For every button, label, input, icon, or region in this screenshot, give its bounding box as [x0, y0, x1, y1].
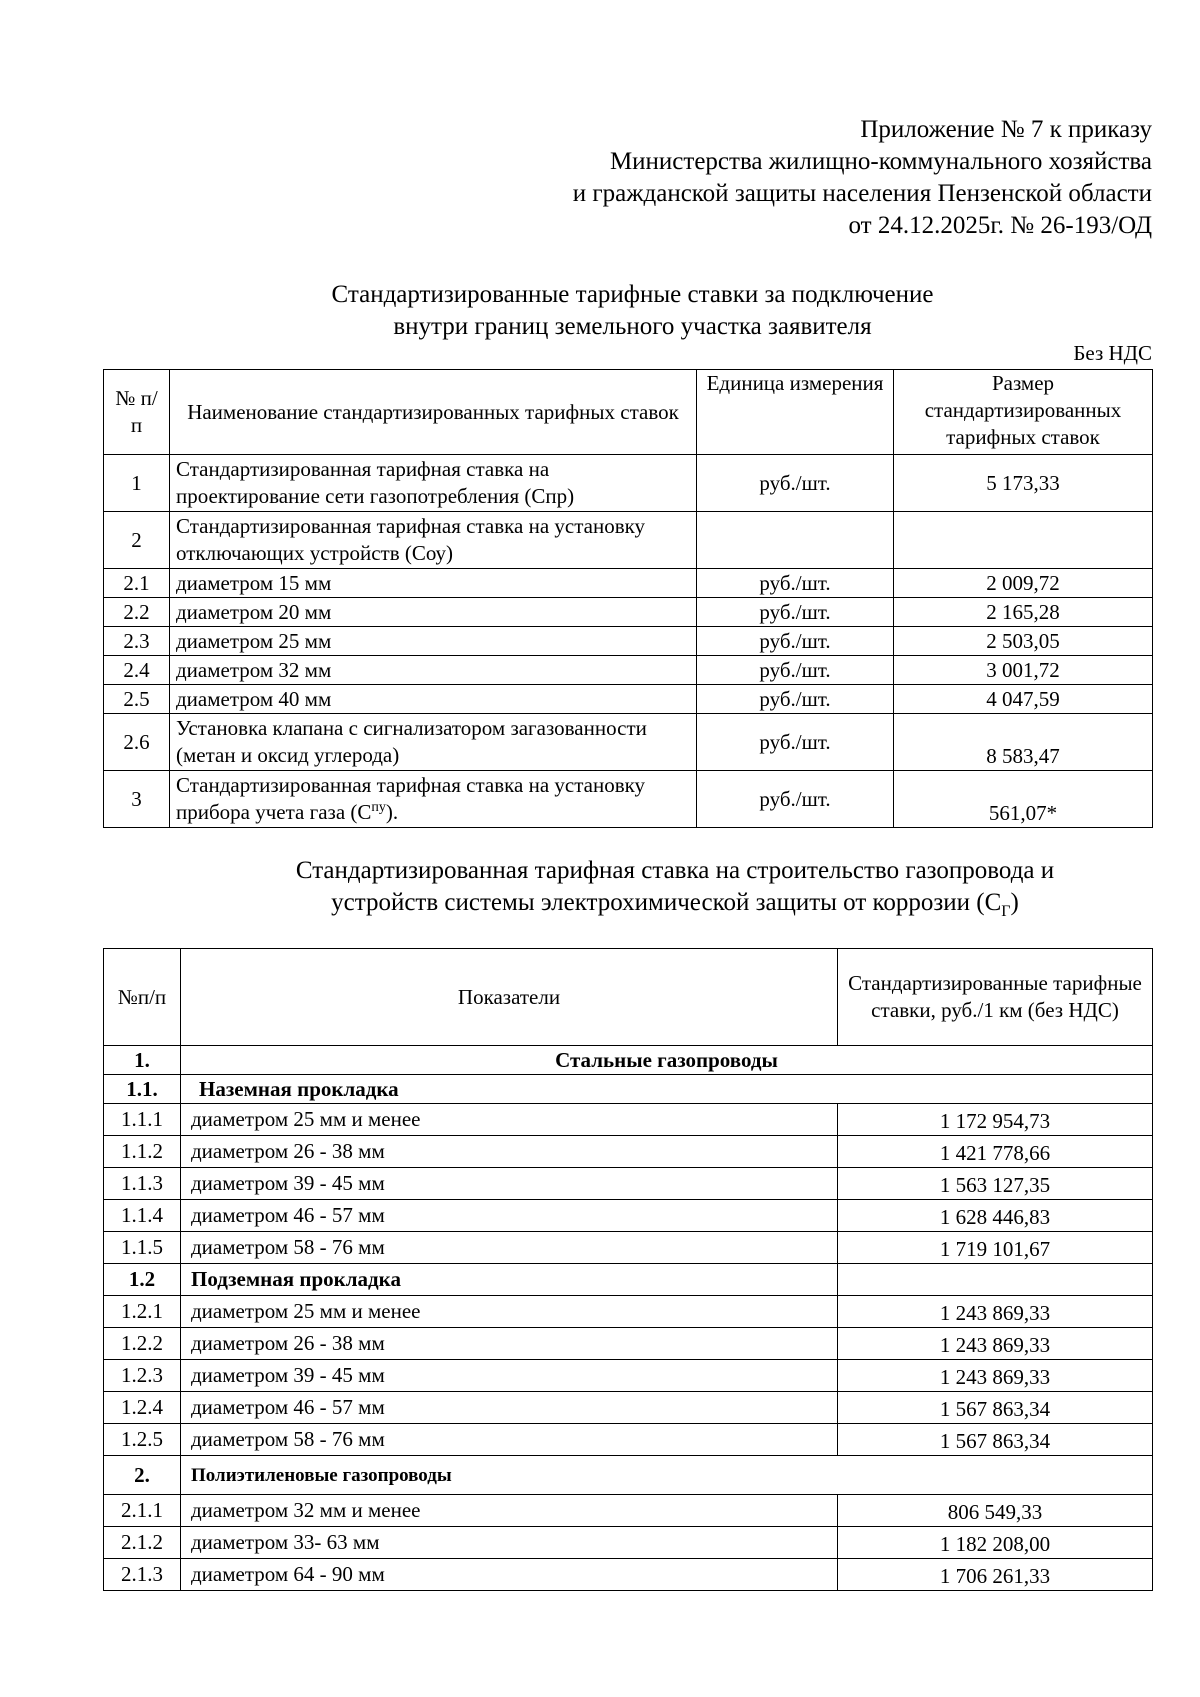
header-line-3: и гражданской защиты населения Пензенской области [572, 180, 1152, 207]
row-unit: руб./шт. [697, 627, 894, 656]
row-value: 2 503,05 [894, 627, 1153, 656]
row-num: 2.5 [104, 685, 170, 714]
table-row [104, 1424, 1153, 1456]
row-num: 1.1.2 [104, 1136, 181, 1168]
subgroup-empty-cell [838, 1264, 1153, 1296]
row-name: диаметром 58 - 76 мм [181, 1232, 838, 1264]
row-name: диаметром 25 мм [170, 627, 697, 656]
header-rate: Стандартизированные тарифные ставки, руб./1 км (без НДС) [838, 949, 1153, 1046]
header-unit: Единица измерения [697, 370, 894, 455]
row-name: диаметром 39 - 45 мм [181, 1168, 838, 1200]
row-num: 3 [104, 771, 170, 828]
row-name: диаметром 26 - 38 мм [181, 1328, 838, 1360]
connection-rates-table [103, 369, 1153, 828]
row-name: диаметром 39 - 45 мм [181, 1360, 838, 1392]
row-name [170, 771, 697, 828]
row-num: 1.2.4 [104, 1392, 181, 1424]
table-row [104, 1527, 1153, 1559]
table-row [104, 714, 1153, 771]
row-num: 2.1.3 [104, 1559, 181, 1591]
table-row [104, 1559, 1153, 1591]
table-row [104, 455, 1153, 512]
row-num: 2.2 [104, 598, 170, 627]
row-unit: руб./шт. [697, 569, 894, 598]
header-size: Размер стандартизированных тарифных ставок [894, 370, 1153, 455]
section2-title [0, 855, 1200, 919]
row-name: диаметром 64 - 90 мм [181, 1559, 838, 1591]
section2-title-line-1: Стандартизированная тарифная ставка на строительство газопровода и [295, 857, 1055, 884]
header-indicator: Показатели [181, 949, 838, 1046]
row-name: диаметром 58 - 76 мм [181, 1424, 838, 1456]
row-num: 1.1.1 [104, 1104, 181, 1136]
row-name: диаметром 15 мм [170, 569, 697, 598]
table-row [104, 512, 1153, 569]
pipeline-rates-table [103, 948, 1153, 1591]
row-value: 1 567 863,34 [838, 1392, 1153, 1424]
group-row-steel [104, 1046, 1153, 1075]
row-value: 8 583,47 [894, 714, 1153, 771]
row-value: 1 421 778,66 [838, 1136, 1153, 1168]
row-name: диаметром 40 мм [170, 685, 697, 714]
row-name: диаметром 33- 63 мм [181, 1527, 838, 1559]
row-value: 1 243 869,33 [838, 1360, 1153, 1392]
row-value: 1 719 101,67 [838, 1232, 1153, 1264]
row-unit: руб./шт. [697, 656, 894, 685]
section2-title-subscript: Г [1001, 903, 1011, 920]
row-num: 1.1.4 [104, 1200, 181, 1232]
section2-title-main: устройств системы электрохимической защиты от коррозии (С [331, 889, 1002, 916]
row-name: диаметром 20 мм [170, 598, 697, 627]
row-value: 1 628 446,83 [838, 1200, 1153, 1232]
row-value: 1 706 261,33 [838, 1559, 1153, 1591]
document-header [573, 114, 1152, 242]
row-name: Стандартизированная тарифная ставка на проектирование сети газопотребления (Спр) [170, 455, 697, 512]
row-name: Установка клапана с сигнализатором загазованности (метан и оксид углерода) [170, 714, 697, 771]
row-unit: руб./шт. [697, 455, 894, 512]
row-name: диаметром 25 мм и менее [181, 1296, 838, 1328]
table-row [104, 685, 1153, 714]
row-num: 1.2.5 [104, 1424, 181, 1456]
group-label: Полиэтиленовые газопроводы [181, 1456, 1153, 1495]
row-num: 1.1.5 [104, 1232, 181, 1264]
row-num: 1 [104, 455, 170, 512]
vat-note: Без НДС [1073, 341, 1152, 365]
row-num: 2.1.1 [104, 1495, 181, 1527]
table-row [104, 627, 1153, 656]
row-num: 1.2.2 [104, 1328, 181, 1360]
row-name-tail: ). [385, 800, 399, 824]
subgroup-num: 1.2 [104, 1264, 181, 1296]
row-num: 2.4 [104, 656, 170, 685]
table-row [104, 1328, 1153, 1360]
table-row [104, 1104, 1153, 1136]
subgroup-row-aboveground [104, 1075, 1153, 1104]
row-num: 1.2.3 [104, 1360, 181, 1392]
row-name-superscript: пу [371, 800, 386, 815]
subgroup-num: 1.1. [104, 1075, 181, 1104]
row-unit: руб./шт. [697, 771, 894, 828]
group-num: 1. [104, 1046, 181, 1075]
group-row-polyethylene [104, 1456, 1153, 1495]
table-row [104, 1200, 1153, 1232]
subgroup-label: Наземная прокладка [181, 1075, 1153, 1104]
row-value: 4 047,59 [894, 685, 1153, 714]
row-unit: руб./шт. [697, 685, 894, 714]
row-unit [697, 512, 894, 569]
row-num: 2.1 [104, 569, 170, 598]
row-name: диаметром 46 - 57 мм [181, 1200, 838, 1232]
table-row [104, 656, 1153, 685]
row-unit: руб./шт. [697, 714, 894, 771]
row-value: 1 243 869,33 [838, 1328, 1153, 1360]
row-value: 1 172 954,73 [838, 1104, 1153, 1136]
section1-title-line-1: Стандартизированные тарифные ставки за подключение [331, 281, 934, 308]
row-value: 1 243 869,33 [838, 1296, 1153, 1328]
table-row [104, 1136, 1153, 1168]
header-line-4: от 24.12.2025г. № 26-193/ОД [848, 212, 1152, 239]
row-name: диаметром 32 мм и менее [181, 1495, 838, 1527]
group-num: 2. [104, 1456, 181, 1495]
row-value: 561,07* [894, 771, 1153, 828]
row-num: 1.2.1 [104, 1296, 181, 1328]
row-num: 2.3 [104, 627, 170, 656]
row-num: 2.6 [104, 714, 170, 771]
table-row [104, 1360, 1153, 1392]
subgroup-row-underground [104, 1264, 1153, 1296]
header-line-1: Приложение № 7 к приказу [860, 116, 1152, 143]
table-row [104, 1495, 1153, 1527]
row-name: диаметром 26 - 38 мм [181, 1136, 838, 1168]
row-name: диаметром 32 мм [170, 656, 697, 685]
group-label: Стальные газопроводы [181, 1046, 1153, 1075]
row-value: 1 563 127,35 [838, 1168, 1153, 1200]
row-num: 2.1.2 [104, 1527, 181, 1559]
row-value: 806 549,33 [838, 1495, 1153, 1527]
subgroup-label: Подземная прокладка [181, 1264, 838, 1296]
header-num: №п/п [104, 949, 181, 1046]
row-name: диаметром 46 - 57 мм [181, 1392, 838, 1424]
table-header-row [104, 949, 1153, 1046]
row-name: Стандартизированная тарифная ставка на установку отключающих устройств (Соу) [170, 512, 697, 569]
section2-title-tail: ) [1010, 889, 1019, 916]
section1-title-line-2: внутри границ земельного участка заявителя [393, 313, 872, 340]
table-row [104, 1296, 1153, 1328]
row-num: 2 [104, 512, 170, 569]
row-value: 2 165,28 [894, 598, 1153, 627]
table-row [104, 1232, 1153, 1264]
row-name-main: Стандартизированная тарифная ставка на установку прибора учета газа (С [176, 773, 646, 824]
row-num: 1.1.3 [104, 1168, 181, 1200]
row-value: 1 182 208,00 [838, 1527, 1153, 1559]
table-row [104, 771, 1153, 828]
row-value [894, 512, 1153, 569]
header-num: № п/п [104, 370, 170, 455]
table-row [104, 1168, 1153, 1200]
section2-title-line-2 [0, 887, 1200, 919]
row-value: 1 567 863,34 [838, 1424, 1153, 1456]
row-unit: руб./шт. [697, 598, 894, 627]
section1-title [0, 279, 1200, 343]
header-line-2: Министерства жилищно-коммунального хозяйства [609, 148, 1152, 175]
table-row [104, 569, 1153, 598]
row-value: 3 001,72 [894, 656, 1153, 685]
table-row [104, 1392, 1153, 1424]
row-name: диаметром 25 мм и менее [181, 1104, 838, 1136]
table-row [104, 598, 1153, 627]
header-name: Наименование стандартизированных тарифных ставок [170, 370, 697, 455]
table-header-row [104, 370, 1153, 455]
row-value: 2 009,72 [894, 569, 1153, 598]
row-value: 5 173,33 [894, 455, 1153, 512]
